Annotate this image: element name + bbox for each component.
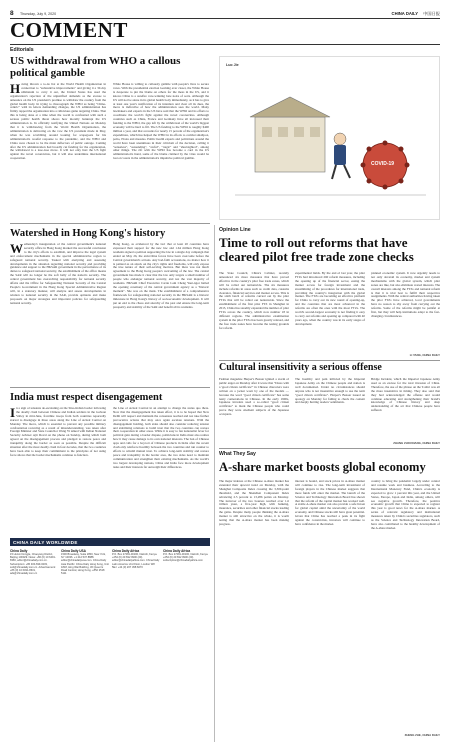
- opinion-1-col2: experimental fields. By the end of last year, the pilot FTZs had introduced 260 reform measures, including the opening up of the financial sector, easing the market access for foreign investment and the streamlining of the procedures for international trade, providing the country's integration with the global market. The FTZs are becoming an effective platform for China to carry out its new round of opening-up, and the countries that are most advanced in the reforms are often the ones with the most FTZs. The world's second-largest economy is not finding it easy to carry out reforms and opening up compared with 40 years ago, when the country was in its early stages of development.: [295, 272, 365, 326]
- editorial-3-col2: the Line of Actual Control in an attempt to change the status quo there. Now that the disengagement has taken effect, it is to be hoped that New Delhi will respect and maintain the consensus reached and not take further provocative actions that may once again escalate tensions. With the disengagement holding, both sides should also consider reducing tension and stabilizing relations to build trust that the two countries can restore their cooperation in other areas. While it is easy to fan nationalist fever for political gain during a border dispute, politicians in India must also realize how it may cause damage to its own national interests. The ban of Chinese apps and calls for a boycott of Chinese products in India after the recent clash only reinforce hostility between the two countries and run counter to efforts to rebuild mutual trust. To achieve long-term stability and restore peace and tranquility in the border area, the two sides need to maintain communication and strengthen their existing mechanisms. As the world's two largest developing nations, China and India face more development tasks and their interests far outweigh their differences.: [113, 407, 209, 469]
- editorial-1-divider: [10, 223, 210, 224]
- footer-masthead-bar: [10, 538, 210, 546]
- editorial-3-title: India must respect disengagement: [10, 392, 163, 403]
- editorial-2-title: Watershed in Hong Kong's history: [10, 228, 166, 239]
- footer-block-2: [61, 549, 109, 575]
- cartoon-drawing-icon: [220, 57, 441, 221]
- opinion-1-byline: LI YANG, CHINA DAILY: [409, 353, 440, 357]
- footer-block-1-text: 15 Huixin Dongjie, Chaoyang District, Beijing 100029. News: +86 (0) 10 6491-8366, editor@chinadaily.com.cn. Subscription: +86 400-699-0203, sub@chinadaily.com.cn. Advertisement: +86 (0) 10 6491-8631, ads@chinadaily.com.cn: [10, 553, 56, 576]
- opinion-2-col3: Bridge Incident, which the Imperial Japanese Army used as an excuse for the total invasion of China. Therefore, the use of the phrase on the T-shirt was all the more insensitive in timing. They also said that they had acknowledged the offense and would continue educating and strengthening their brand's knowledge of Chinese history and deep understanding of the act that Chinese people have suffered.: [371, 378, 440, 413]
- cartoon-illustration: [219, 56, 440, 220]
- footer-block-2-text: 1500 Broadway, Suite 2800, New York, NY 10036. +1 212 537 8888. editor@chinadailyusa.com. China Daily Asia Pacific: China Daily Hong Kong, Unit 1818, Hing Wai Building, 36 Queen's Road Central, Hong Kong. +852 2518 5111: [61, 553, 109, 576]
- cartoon-artist: Luo Jie: [226, 63, 239, 67]
- editorial-2-text-a: ednesday's inauguration of the central government's national security office in Hong Kong marked the successful conclusion to the city's efforts to establish, and improve the legal system and enforcement mechanisms in the special administrative region to safeguard national security. Tasked with analyzing and assessing developments in the situation regarding national security and providing guidance and support to the HKSAR government in the performance of its duties to safeguard national security, the establishment of the office means the SAR will no longer be the soft belly of the nation's security. The central government has overarching responsibility for national security affairs and the Office for Safeguarding National Security of the Central People's Government in the Hong Kong Special Administrative Region will, in a statutory manner, will analyze and assess developments in relation to national security in the SAR, provide opinions and make proposals on major strategies and important policies for safeguarding national security.: [10, 243, 106, 305]
- opinion-1-col3: planned economic system. It now urgently needs to not only dovetail its economy, market and system mechanisms with the global system, which pilot zones are like, but also eliminate vested interests. The overall interests among the FTZs and national reform is that it is trial best to fulfill their respective assignments. With the central authorities having taken the pilot FTZs have achieved, local governments have no reason to shy away from carrying out the reforms. Some of the reforms might be painful at first, but they will help institutions adapt to the fast-changing circumstances.: [371, 272, 440, 318]
- editorial-3-dropcap: I: [10, 407, 16, 420]
- footer-block-3-title: China Daily Africa: [112, 549, 140, 553]
- footer-block-4-text: P.O. Box 27281-00100, Nairobi, Kenya. +254 (0) 20 692 0900 (20). subscription@chinadailyafrica.com: [163, 553, 209, 563]
- what-they-say-label: What They Say: [219, 451, 256, 457]
- editorial-2-col2: Hong Kong, as evidenced by the fact that at least 20 countries have expressed their support for the new law and 1.64 million Hong Kong residents signed a petition supporting the law in a single day campaign that ended on May 26, the anti-China forces have been overcome before the Central government's actions. Any bad-faith accusations, no matter how it is painted as an attack on the city's rights and freedoms, will only expose the true nature of their self-serving motives. But there was not much agreement to the Hong Kong people's welcoming of the law. The central government has made it clear that the law only targets a small number of people who endanger national security, and not the vast majority of residents. HKSAR Chief Executive Carrie Lam Cheng Yuet-ngor hailed the opening ceremony of the central government agency as a "historic moment". She was on the mark. The establishment of a comprehensive framework for safeguarding national security in the HKSAR is a historic milestone in Hong Kong's history of socioeconomic development. It will put an end to the chaos and anarchy of the past and ensure the long-term prosperity and stability of the SAR and benefit all its residents.: [113, 243, 209, 309]
- footer-block-1-title: China Daily: [10, 549, 28, 553]
- opinion-2-col1: Fashion magazine Harper's Bazaar ignited a storm of public anger on Monday after it wrote that "Dress with a 'good citizen certificate'" in Chinese characters were written on a jacket worn by one of the models — because the word "good citizen certificate" has some nasty connotations in Chinese. In the early 1900s, Japanese invaders used a so-called "good citizen certificate" to mark the Chinese people who could prove they were obedient subjects of the Japanese occupiers.: [219, 378, 289, 417]
- footer-block-4: [163, 549, 210, 563]
- editorial-2-divider: [10, 387, 210, 388]
- opinion-2-divider: [219, 448, 440, 449]
- center-column-divider: [214, 225, 215, 742]
- editorial-1-col2: White House is willing to callously gamble with people's lives to secure votes. With the presidential election looming ever closer, the White House is desperate to pin the blame on others for the mess in the US, and it knows China is a surefire vote-winning bete noire of sorts. Although the US will not be alone in its global health body immediately, as it has to give at least one year's notification of its intention and clear all its dues, the move is indicative of how the administration sees the world. Many lawmakers and experts in the US have said that the WHO and its efforts to coordinate the world's fight against the novel coronavirus. Although countries such as China, France and Germany have all increased their funding to the WHO, the gap left by the withdrawal of the world's biggest economy will be hard to fill. The US funding to the WHO is roughly $400 million a year, and that accounts for nearly 15 percent of the organization's expenditure, which has helped the WHO in its efforts to combat smallpox, polio, Ebola and measles. Public health experts and politicians around the world have been unanimous in their criticism of the decision, calling it "senseless", "astounding", "awful", "tragic" and "shortsighted", among other things. The rift with the WHO has become a card in the US administration's hand, some of the blame claimed by the virus would be lost on voters in the administration's impulsive political gamble.: [113, 83, 209, 161]
- opinion-3-byline: ZHENG ZHE, CHINA DAILY: [404, 733, 440, 737]
- page-number: 8: [10, 10, 14, 17]
- footer-block-1: [10, 549, 58, 575]
- editorial-3-col1: [10, 407, 106, 535]
- editorial-1-dropcap: H: [10, 83, 21, 96]
- opinion-3-col2: interest is bound, and stock prices in A-share market will continue to rise. The long-term investment of foreign players in the Chinese market suggests that more funds will enter the market. The launch of the Science and Technology Innovation Board has shown that the reform of the capital market has worked well. A stable A-share market can also provide a safe haven for global capital amid the uncertainty of the world economy, and Chinese stocks still have great potential. Given that China has reached a peak in its fight against the coronavirus, investors will continue to have confidence in the market.: [295, 480, 365, 526]
- footer-block-2-title: China Daily USA: [61, 549, 86, 553]
- opinion-1-title: Time to roll out reforms that have cleared pilot free trade zone checks: [219, 235, 414, 264]
- opinion-2-col2: The hostility and pain inflicted by the Imperial Japanese Army on the Chinese people and nation is well documented. Under no circumstances should anyone who is not insensitive enough to use the term "good citizen certificate". Harper's Bazaar issued an apology on Monday for failing to check the content and deeply hurting readers' sentiments.: [295, 378, 365, 405]
- header-date: Thursday, July 9, 2020: [20, 11, 57, 16]
- opinion-1-col1: The State Council, China's Cabinet, recently announced six more measures that have proved effective in the country's pilot free trade zones, which will be rolled out nationwide. The six measures include reforms in areas such as credit data, customs clearance, financial services and market access. This is the sixth batch of reforms carried out by the pilot FTZs that will be rolled out nationwide. Since the establishment of the first pilot FTZ in Shanghai in 2013, China has steadily expanded the number of pilot FTZs across the country, which now number 18 in different regions. The administrative examination system in the pilot FTZs has been greatly relaxed, and the free trade zones have become the testing grounds for reform.: [219, 272, 289, 330]
- editorial-1-text-a: aving thrown a to-do list at the World Health Organization in connection to "substantive improvements" and giving it a 30-day ultimatum to carry it out, the United States has used the organization's rejection of the unjustified demands as the excuse to announce on the US president's promise to withdraw the country from the global health body. In trying to choreograph the WHO as being "China-centric" with its letters demanding changes, the US administration has firmly rapped the organization into a ridiculous game targeting China. That this is being done at a time when the world is confronted with such a serious public health threat shows how morally bankrupt the US administration is. In officially notifying the United Nations on Monday that it is withdrawing from the World Health Organization, the administration is delivering on the vow the US president made in May, when he was scrabbling around looking for scapegoats for his administration's woeful response to the pandemic, and the WHO and China were chosen to be the main deflectors of public outrage. Coming after the US administration had broadly cut funding for the organization, the withdrawal is a lose-lose move. It will not only hurt the US fight against the novel coronavirus, but it will also undermine international cooperation.: [10, 83, 106, 161]
- editorial-1-col1: [10, 83, 106, 220]
- opinion-3-title: A-share market boosts global economy: [219, 460, 426, 474]
- editorial-2-dropcap: W: [10, 243, 23, 256]
- footer-block-4-title: China Daily Africa: [163, 549, 191, 553]
- opinion-1-divider: [219, 360, 440, 361]
- opinion-2-byline: ZHANG ZHOUXIANG, CHINA DAILY: [393, 441, 440, 445]
- paper-name-cn: 中国日报: [423, 10, 440, 16]
- editorial-2-col1: [10, 243, 106, 383]
- opinion-2-title: Cultural insensitivity a serious offense: [219, 362, 382, 373]
- opinion-3-col3: country to bring the pandemic largely under control and resume work and business. According to the International Monetary Fund, China's economy is expected to grow 1 percent this year, and the United States, Europe, Japan and India, among others, will see negative growth. Therefore, the positive economic growth that China is expected to register this year is good news for the A-share market. A series of relevant regulatory and institutional measures taken by China's securities regulators, such as the Science and Technology Innovation Board, have also contributed to the healthy development of the A-share market.: [371, 480, 440, 530]
- opinion-line-label: Opinion Line: [219, 227, 251, 233]
- footer-block-3: [112, 549, 160, 569]
- section-title: COMMENT: [10, 18, 128, 42]
- footer-masthead: CHINA DAILY WORLDWIDE: [13, 539, 78, 545]
- editorials-label: Editorials: [10, 47, 34, 53]
- editorial-3-text-a: n a sign of tensions de-escalating on the Sino-Indian border following the deadly clash between Chinese and Indian soldiers in the Galwan Valley in mid-June, frontline troops from both countries reportedly started to disengage in three areas along the Line of Actual Control on Monday. The move, which is essential to prevent any possible military confrontation recurring as a result of misunderstanding, was taken after Foreign Minister and State Councilor Wang Yi talked with Indian National Security Adviser Ajit Doval on the phone on Sunday, during which both agreed on the disengagement process and pledged to restore peace and tranquility along the border as soon as possible. Despite the difficult situation after the most deadly clash in four decades, that the two countries have been able to keep their commitment to the principles of not using force shows that the border mechanisms continue to function.: [10, 407, 106, 457]
- footer-block-3-text: P.O. Box 27281-00100, Nairobi, Kenya. +254 (0) 20 692 0900 (20). editor@chinadailyafrica.com. China Daily Latin America: 2nd Floor, London W8 5EJ. +44 (0) 207 398 8270: [112, 553, 160, 569]
- paper-name: CHINA DAILY: [391, 11, 418, 16]
- opinion-3-col1: The major indexes at the Chinese A-share market has extended their upward trend on Monday, with the Shanghai Composite Index crossing the 3,300-point threshold, and the Shenzhen Component Index advancing 2.5 percent to 13,286 points on Monday. The turnover of the two bourses reached over 1.6 trillion yuan, a five-year high, with banking, insurance, securities and other financial stocks leading the gains. Despite many people thinking the A-share market is still attractive on the whole, it is worth noting that the A-share market has been making progress.: [219, 480, 289, 526]
- cartoon-virus-label: COVID-19: [371, 161, 395, 167]
- section-rule: [10, 44, 440, 45]
- editorial-1-title: US withdrawal from WHO a callous political gamble: [10, 55, 181, 79]
